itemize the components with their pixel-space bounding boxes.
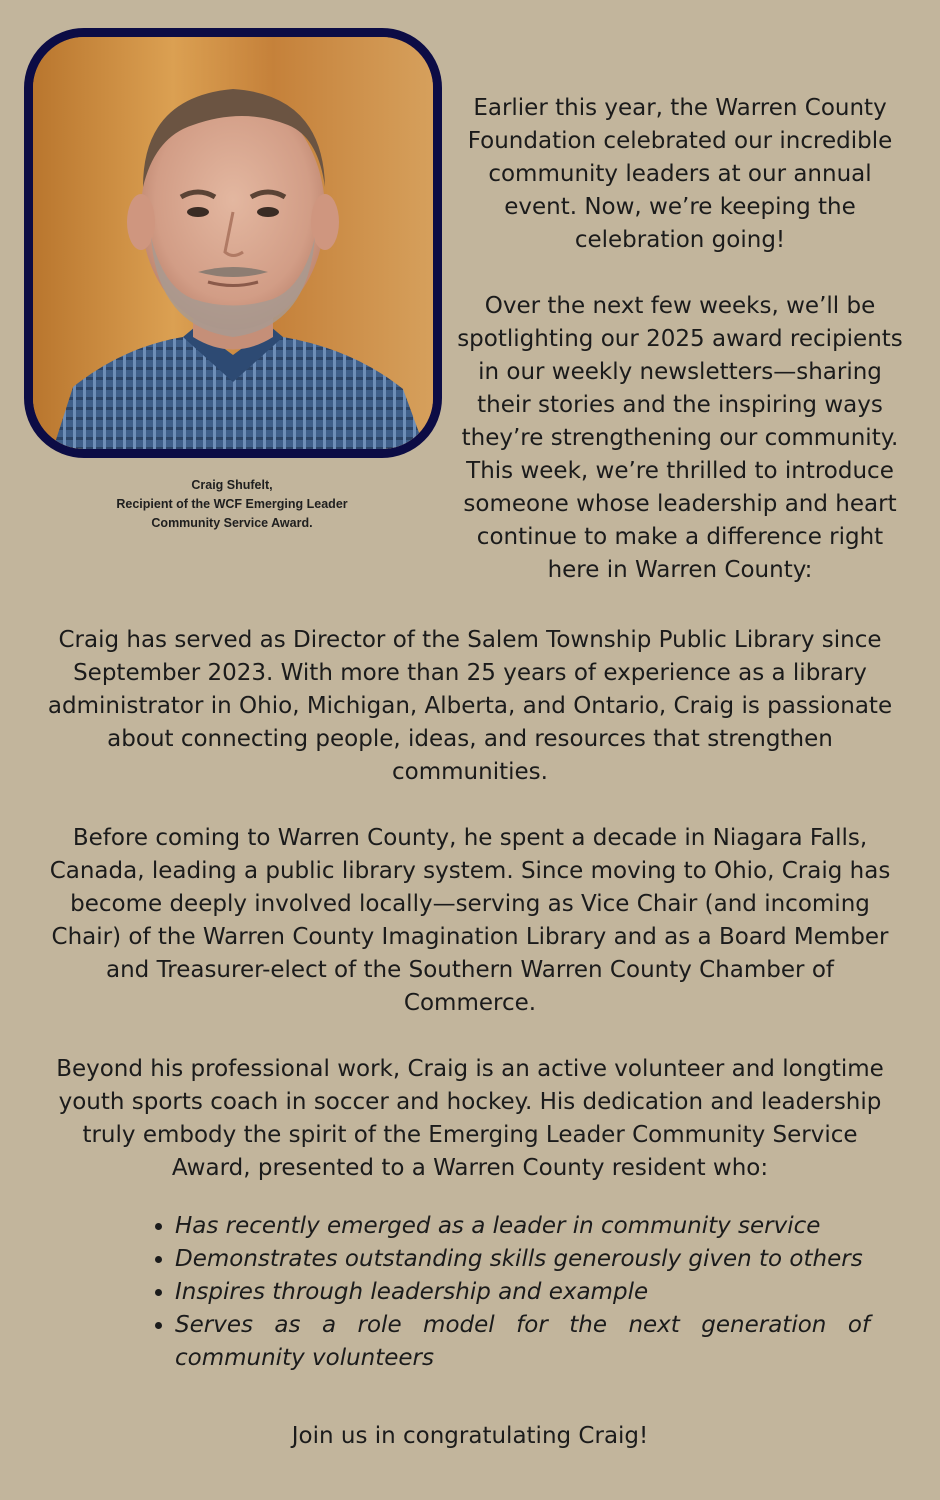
photo-caption bbox=[82, 476, 382, 533]
closing-line: Join us in congratulating Craig! bbox=[291, 1423, 649, 1449]
caption-name: Craig Shufelt, bbox=[191, 478, 273, 492]
intro-paragraph-1: Earlier this year, the Warren County Foundation celebrated our incredible community leaders at our annual event. Now, we’re keeping the celebration going! bbox=[467, 95, 893, 253]
intro-paragraph-2: Over the next few weeks, we’ll be spotlighting our 2025 award recipients in our weekly newsletters—sharing their stories and the inspiring ways they’re strengthening our community. This week, we’re thrilled to introduce someone whose leadership and heart continue to make a difference right here in Warren County: bbox=[457, 293, 903, 583]
portrait-photo bbox=[24, 28, 442, 458]
caption-award-line2: Community Service Award. bbox=[151, 516, 313, 530]
criteria-item: • Demonstrates outstanding skills generously given to others bbox=[175, 1243, 870, 1276]
intro-section bbox=[450, 92, 910, 620]
criteria-item: • Inspires through leadership and example bbox=[175, 1276, 870, 1309]
bio-paragraph-3: Beyond his professional work, Craig is an active volunteer and longtime youth sports coach in soccer and hockey. His dedication and leadership truly embody the spirit of the Emerging Leader Community Service Award, presented to a Warren County resident who: bbox=[56, 1056, 884, 1181]
bio-paragraph-2: Before coming to Warren County, he spent a decade in Niagara Falls, Canada, leading a public library system. Since moving to Ohio, Craig has become deeply involved locally—serving as Vice Chair (and incoming Chair) of the Warren County Imagination Library and as a Board Member and Treasurer-elect of the Southern Warren County Chamber of Commerce. bbox=[49, 825, 891, 1016]
bio-section bbox=[40, 624, 900, 1218]
criteria-item: • Serves as a role model for the next generation of community volunteers bbox=[175, 1309, 870, 1375]
bio-paragraph-1: Craig has served as Director of the Salem Township Public Library since September 2023. With more than 25 years of experience as a library administrator in Ohio, Michigan, Alberta, and Ontario, Craig is passionate about connecting people, ideas, and resources that strengthen communities. bbox=[47, 627, 893, 785]
portrait-illustration bbox=[33, 37, 433, 449]
caption-award-line1: Recipient of the WCF Emerging Leader bbox=[116, 497, 348, 511]
criteria-item: • Has recently emerged as a leader in community service bbox=[175, 1210, 870, 1243]
award-criteria-list bbox=[148, 1210, 870, 1375]
